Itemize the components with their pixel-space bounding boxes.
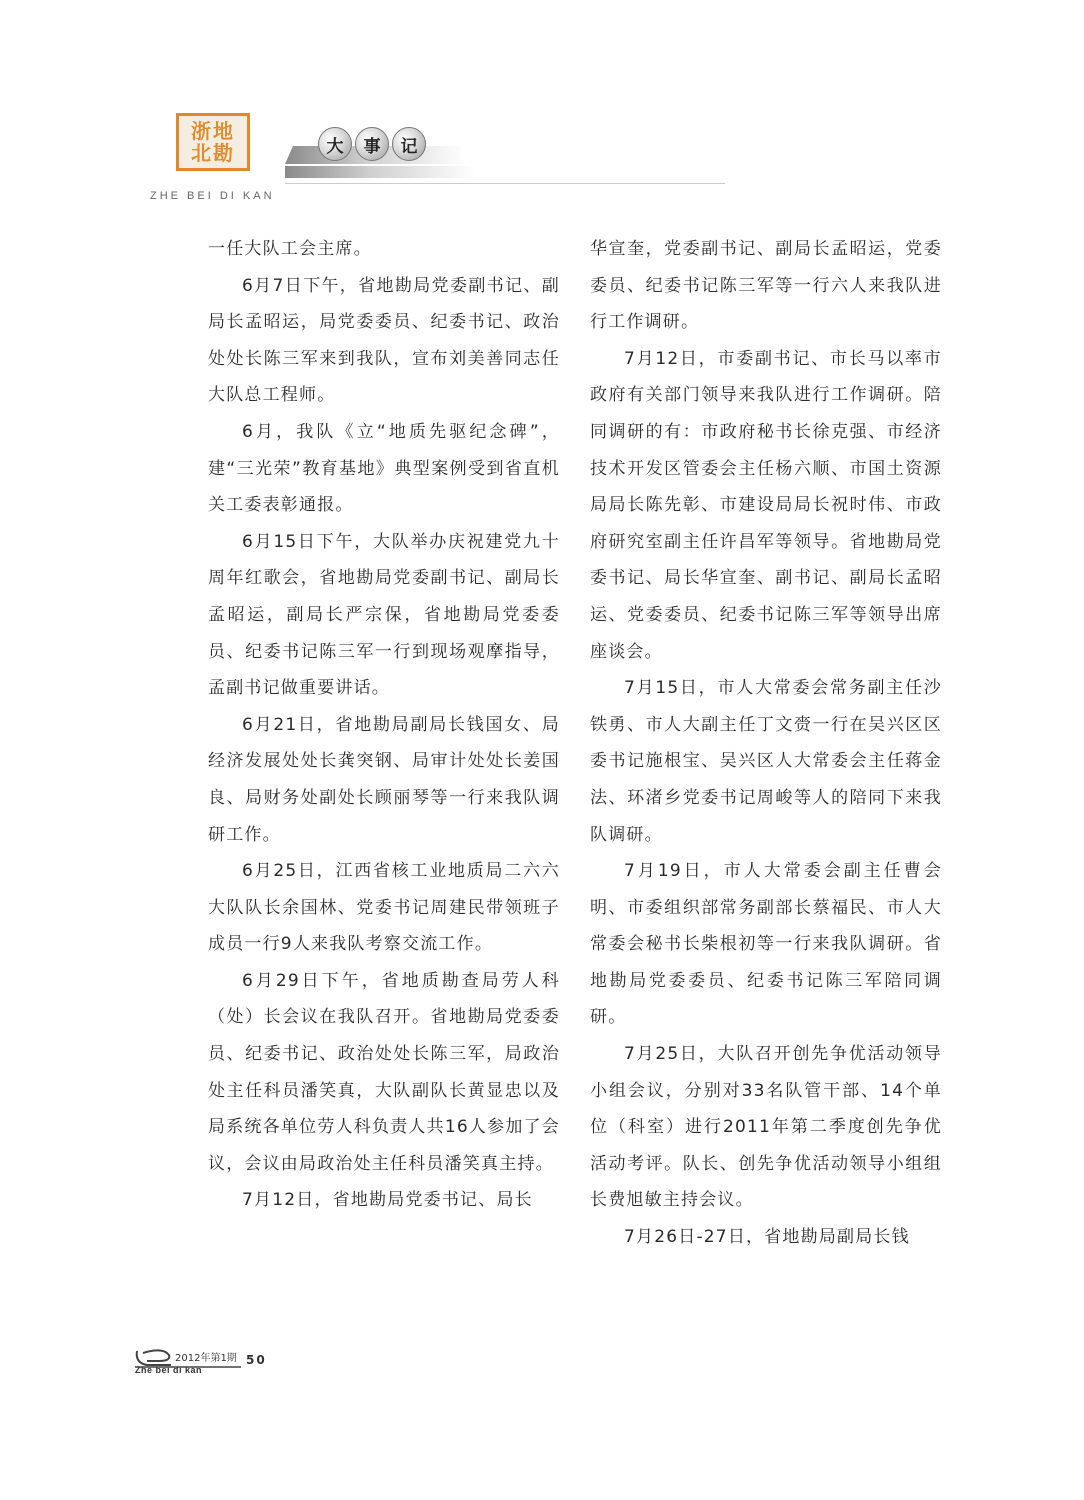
logo-line-1: 浙地	[191, 119, 235, 143]
logo-line-2: 北勘	[191, 141, 235, 165]
left-paragraph-6: 6月25日，江西省核工业地质局二六六大队队长余国林、党委书记周建民带领班子成员一行9人来我队考察交流工作。	[208, 861, 560, 955]
page-number: 50	[246, 1353, 267, 1367]
logo-subtitle: ZHE BEI DI KAN	[150, 190, 275, 202]
magazine-logo	[176, 113, 250, 171]
right-paragraph-4: 7月19日，市人大常委会副主任曹会明、市委组织部常务副部长蔡福民、市人大常委会秘书长柴根初等一行来我队调研。省地勘局党委委员、纪委书记陈三军陪同调研。	[590, 861, 942, 1028]
section-char-1: 大	[318, 127, 352, 161]
left-paragraph-8: 7月12日，省地勘局党委书记、局长	[242, 1190, 533, 1211]
right-column	[590, 231, 942, 1256]
right-paragraph-1: 华宣奎，党委副书记、副局长孟昭运，党委委员、纪委书记陈三军等一行六人来我队进行工作调研。	[590, 239, 942, 333]
section-char-3: 记	[392, 127, 426, 161]
left-paragraph-1: 一任大队工会主席。	[208, 239, 372, 259]
left-column	[208, 231, 560, 1219]
left-paragraph-7: 6月29日下午，省地质勘查局劳人科（处）长会议在我队召开。省地勘局党委委员、纪委书记、政治处处长陈三军，局政治处主任科员潘笑真，大队副队长黄显忠以及局系统各单位劳人科负责人共16人参加了会议，会议由局政治处主任科员潘笑真主持。	[208, 970, 560, 1174]
section-char-2: 事	[355, 127, 389, 161]
right-paragraph-5: 7月25日，大队召开创先争优活动领导小组会议，分别对33名队管干部、14个单位（科室）进行2011年第二季度创先争优活动考评。队长、创先争优活动领导小组组长费旭敏主持会议。	[590, 1044, 942, 1211]
right-paragraph-3: 7月15日，市人大常委会常务副主任沙铁勇、市人大副主任丁文赍一行在吴兴区区委书记施根宝、吴兴区人大常委会主任蒋金法、环渚乡党委书记周峻等人的陪同下来我队调研。	[590, 678, 942, 845]
left-paragraph-5: 6月21日，省地勘局副局长钱国女、局经济发展处处长龚突钢、局审计处处长姜国良、局财务处副处长顾丽琴等一行来我队调研工作。	[208, 714, 560, 845]
section-header-bar	[285, 140, 735, 184]
left-paragraph-4: 6月15日下午，大队举办庆祝建党九十周年红歌会，省地勘局党委副书记、副局长孟昭运，副局长严宗保，省地勘局党委委员、纪委书记陈三军一行到现场观摩指导，孟副书记做重要讲话。	[208, 531, 560, 699]
footer-issue: 2012年第1期	[175, 1353, 237, 1364]
footer-subtitle: Zhe bei di kan	[135, 1365, 203, 1375]
right-paragraph-6: 7月26日-27日，省地勘局副局长钱	[624, 1227, 910, 1248]
right-paragraph-2: 7月12日，市委副书记、市长马以率市政府有关部门领导来我队进行工作调研。陪同调研的有：市政府秘书长徐克强、市经济技术开发区管委会主任杨六顺、市国土资源局局长陈先彰、市建设局局长祝时伟、市政府研究室副主任许昌军等领导。省地勘局党委书记、局长华宣奎、副书记、副局长孟昭运、党委委员、纪委书记陈三军等领导出席座谈会。	[590, 348, 942, 662]
left-paragraph-3: 6月，我队《立“地质先驱纪念碑”，建“三光荣”教育基地》典型案例受到省直机关工委表彰通报。	[208, 421, 560, 516]
left-paragraph-2: 6月7日下午，省地勘局党委副书记、副局长孟昭运，局党委委员、纪委书记、政治处处长陈三军来到我队，宣布刘美善同志任大队总工程师。	[208, 275, 560, 406]
